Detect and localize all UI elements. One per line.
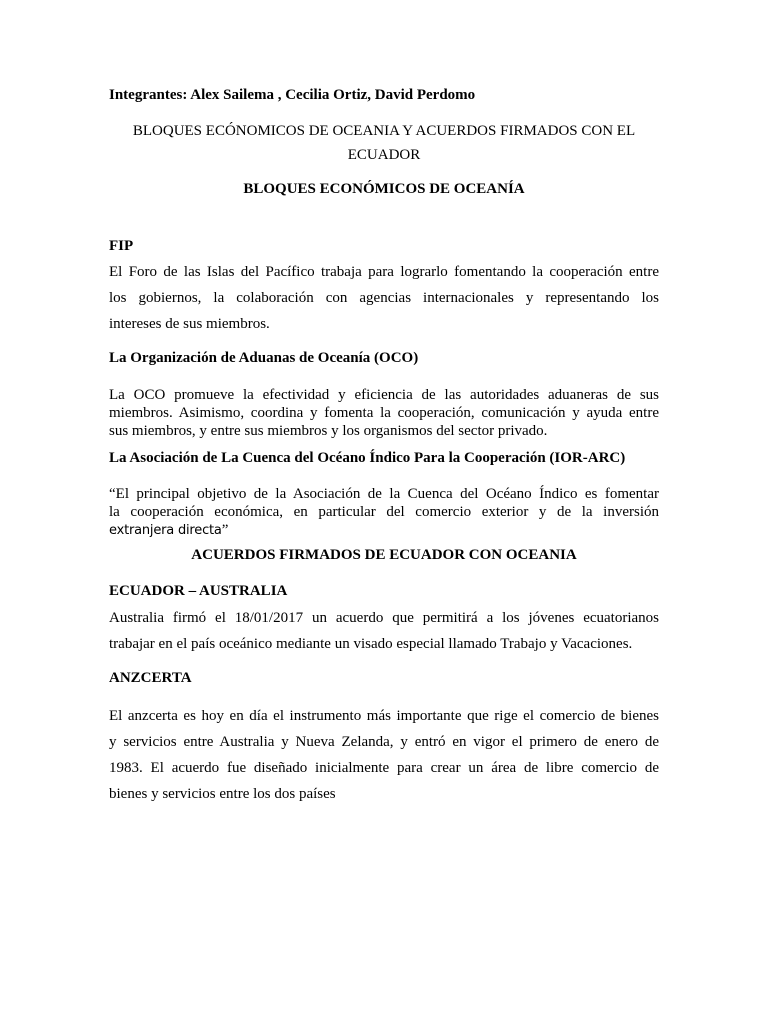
anzcerta-paragraph-line: 1983. El acuerdo fue diseñado inicialmente para crear un área de libre comercio de [109, 760, 659, 776]
fip-heading: FIP [109, 238, 134, 254]
iorarc-paragraph-line [109, 520, 659, 541]
fip-paragraph-line: intereses de sus miembros. [109, 316, 270, 332]
iorarc-paragraph-line: la cooperación económica, en particular del comercio exterior y de la inversión [109, 504, 659, 520]
ecuador-australia-paragraph-line: Australia firmó el 18/01/2017 un acuerdo que permitirá a los jóvenes ecuatorianos [109, 610, 659, 626]
fip-paragraph-line: El Foro de las Islas del Pacífico trabaja para lograrlo fomentando la cooperación entre [109, 264, 659, 280]
iorarc-sans-text: extranjera directa [109, 523, 222, 538]
anzcerta-paragraph-line: bienes y servicios entre los dos países [109, 786, 336, 802]
oco-paragraph-line: La OCO promueve la efectividad y eficiencia de las autoridades aduaneras de sus [109, 387, 659, 403]
oco-paragraph-line: miembros. Asimismo, coordina y fomenta la cooperación, comunicación y ayuda entre [109, 405, 659, 421]
anzcerta-heading: ANZCERTA [109, 670, 192, 686]
oco-heading: La Organización de Aduanas de Oceanía (OCO) [109, 350, 419, 366]
section-heading-agreements: ACUERDOS FIRMADOS DE ECUADOR CON OCEANIA [191, 547, 577, 563]
ecuador-australia-heading: ECUADOR – AUSTRALIA [109, 583, 288, 599]
iorarc-heading: La Asociación de La Cuenca del Océano Índico Para la Cooperación (IOR-ARC) [109, 450, 626, 466]
members-line: Integrantes: Alex Sailema , Cecilia Ortiz, David Perdomo [109, 87, 476, 103]
anzcerta-paragraph-line: y servicios entre Australia y Nueva Zelanda, y entró en vigor el primero de enero de [109, 734, 659, 750]
iorarc-paragraph-line: “El principal objetivo de la Asociación de la Cuenca del Océano Índico es fomentar [109, 486, 659, 502]
section-heading-economic-blocs: BLOQUES ECONÓMICOS DE OCEANÍA [243, 181, 525, 197]
iorarc-closing-quote: ” [221, 522, 229, 538]
anzcerta-paragraph-line: El anzcerta es hoy en día el instrumento más importante que rige el comercio de bienes [109, 708, 659, 724]
document-title-line-2: ECUADOR [347, 147, 421, 163]
oco-paragraph-line: sus miembros, y entre sus miembros y los organismos del sector privado. [109, 423, 548, 439]
document-title-line-1: BLOQUES ECÓNOMICOS DE OCEANIA Y ACUERDOS FIRMADOS CON EL [132, 123, 636, 139]
ecuador-australia-paragraph-line: trabajar en el país oceánico mediante un visado especial llamado Trabajo y Vacaciones. [109, 636, 633, 652]
fip-paragraph-line: los gobiernos, la colaboración con agencias internacionales y representando los [109, 290, 659, 306]
